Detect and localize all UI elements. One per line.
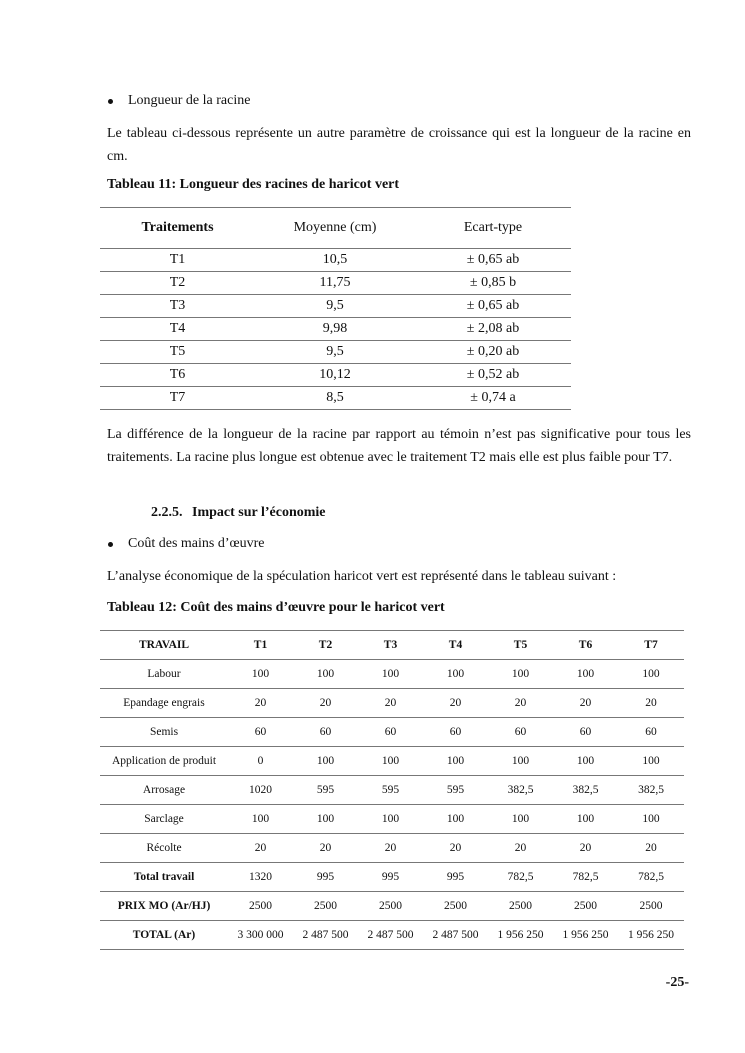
bullet-icon <box>108 542 113 547</box>
table-cell: 782,5 <box>618 863 684 892</box>
table-row <box>100 318 571 341</box>
table-cell: ± 0,85 b <box>415 272 571 295</box>
bullet-text: Longueur de la racine <box>128 93 251 108</box>
header-cell: Ecart-type <box>415 208 571 249</box>
table-row <box>100 295 571 318</box>
table-cell: 20 <box>618 834 684 863</box>
table-cell: T3 <box>100 295 255 318</box>
table-cell: 20 <box>293 834 358 863</box>
table-cell: 60 <box>488 718 553 747</box>
table-cell: 9,5 <box>255 341 415 364</box>
table-cell: Labour <box>100 660 228 689</box>
table-cell: 2500 <box>618 892 684 921</box>
table-cell: Sarclage <box>100 805 228 834</box>
table-cell: 995 <box>423 863 488 892</box>
table-cell: 100 <box>228 660 293 689</box>
table-cell: ± 0,65 ab <box>415 295 571 318</box>
paragraph-economic: L’analyse économique de la spéculation haricot vert est représenté dans le tableau suivant : <box>107 569 617 584</box>
table-cell: 20 <box>488 834 553 863</box>
table-cell: 382,5 <box>553 776 618 805</box>
table-cell: ± 0,20 ab <box>415 341 571 364</box>
table-cell: 782,5 <box>488 863 553 892</box>
header-cell: T6 <box>553 631 618 660</box>
table-cell: 20 <box>228 834 293 863</box>
table-cell: 2500 <box>488 892 553 921</box>
table-row <box>100 921 684 950</box>
table-cell: 60 <box>553 718 618 747</box>
table-11-caption: Tableau 11: Longueur des racines de haricot vert <box>107 177 400 192</box>
table-cell: T2 <box>100 272 255 295</box>
table-cell: 60 <box>618 718 684 747</box>
table-row <box>100 249 571 272</box>
table-cell: 382,5 <box>488 776 553 805</box>
header-cell: Moyenne (cm) <box>255 208 415 249</box>
table-cell: 60 <box>228 718 293 747</box>
table-row <box>100 892 684 921</box>
table-header-row <box>100 208 571 249</box>
table-cell: 20 <box>358 689 423 718</box>
table-cell: T7 <box>100 387 255 410</box>
section-title: Impact sur l’économie <box>192 505 326 520</box>
table-cell: 2500 <box>228 892 293 921</box>
paragraph-intro: Le tableau ci-dessous représente un autre paramètre de croissance qui est la longueur de la racine en cm. <box>107 126 691 164</box>
table-cell: 100 <box>618 805 684 834</box>
header-cell: T3 <box>358 631 423 660</box>
table-cell: 1320 <box>228 863 293 892</box>
table-cell: 1 956 250 <box>488 921 553 950</box>
table-cell: 20 <box>618 689 684 718</box>
table-cell: 2 487 500 <box>358 921 423 950</box>
table-cell: Epandage engrais <box>100 689 228 718</box>
table-cell: 995 <box>358 863 423 892</box>
table-cell: ± 0,65 ab <box>415 249 571 272</box>
table-cell: 11,75 <box>255 272 415 295</box>
table-cell: 995 <box>293 863 358 892</box>
table-12 <box>100 630 684 950</box>
table-cell: 10,5 <box>255 249 415 272</box>
table-cell: 100 <box>553 805 618 834</box>
table-cell: 20 <box>358 834 423 863</box>
section-number: 2.2.5. <box>151 505 183 520</box>
table-header-row <box>100 631 684 660</box>
table-11 <box>100 207 571 410</box>
table-cell: 100 <box>553 660 618 689</box>
bullet-icon <box>108 99 113 104</box>
table-cell: 100 <box>293 660 358 689</box>
table-row <box>100 272 571 295</box>
table-cell: 1 956 250 <box>553 921 618 950</box>
table-cell: Arrosage <box>100 776 228 805</box>
table-cell: ± 2,08 ab <box>415 318 571 341</box>
table-cell: 100 <box>423 805 488 834</box>
table-cell: T4 <box>100 318 255 341</box>
table-row <box>100 834 684 863</box>
header-cell: TRAVAIL <box>100 631 228 660</box>
table-cell: 10,12 <box>255 364 415 387</box>
bullet-text: Coût des mains d’œuvre <box>128 536 265 551</box>
table-cell: 100 <box>423 747 488 776</box>
table-cell: 1020 <box>228 776 293 805</box>
table-cell: 100 <box>618 747 684 776</box>
table-cell: 100 <box>293 805 358 834</box>
table-cell: 9,98 <box>255 318 415 341</box>
table-cell: 100 <box>358 805 423 834</box>
table-cell: 20 <box>293 689 358 718</box>
table-cell: ± 0,74 a <box>415 387 571 410</box>
table-cell: 3 300 000 <box>228 921 293 950</box>
table-cell: 9,5 <box>255 295 415 318</box>
table-cell: 20 <box>228 689 293 718</box>
table-cell: 20 <box>553 834 618 863</box>
table-cell: 60 <box>423 718 488 747</box>
table-cell: 100 <box>488 805 553 834</box>
table-cell: 20 <box>553 689 618 718</box>
table-cell: 100 <box>618 660 684 689</box>
table-cell: 60 <box>358 718 423 747</box>
table-cell: PRIX MO (Ar/HJ) <box>100 892 228 921</box>
header-cell: T2 <box>293 631 358 660</box>
table-cell: 382,5 <box>618 776 684 805</box>
table-cell: 595 <box>423 776 488 805</box>
table-cell: 782,5 <box>553 863 618 892</box>
table-cell: Semis <box>100 718 228 747</box>
header-cell: T5 <box>488 631 553 660</box>
paragraph-root-analysis: La différence de la longueur de la racine par rapport au témoin n’est pas significative pour tous les traitements. La racine plus longue est obtenue avec le traitement T2 mais elle est plus faible pour T7. <box>107 427 691 465</box>
table-cell: TOTAL (Ar) <box>100 921 228 950</box>
table-cell: 20 <box>423 834 488 863</box>
table-cell: Application de produit <box>100 747 228 776</box>
table-row <box>100 747 684 776</box>
table-cell: 60 <box>293 718 358 747</box>
table-cell: 595 <box>358 776 423 805</box>
table-cell: 2 487 500 <box>293 921 358 950</box>
table-row <box>100 776 684 805</box>
table-cell: 0 <box>228 747 293 776</box>
table-cell: 20 <box>488 689 553 718</box>
table-cell: 2500 <box>553 892 618 921</box>
table-row <box>100 341 571 364</box>
table-cell: 2500 <box>358 892 423 921</box>
table-cell: 2 487 500 <box>423 921 488 950</box>
table-cell: 100 <box>228 805 293 834</box>
table-cell: 2500 <box>423 892 488 921</box>
table-cell: Total travail <box>100 863 228 892</box>
bullet-item-labor-cost <box>128 536 264 552</box>
bullet-item-root-length <box>128 93 250 109</box>
table-row <box>100 660 684 689</box>
table-cell: 100 <box>488 747 553 776</box>
table-cell: 1 956 250 <box>618 921 684 950</box>
table-cell: 595 <box>293 776 358 805</box>
table-cell: T1 <box>100 249 255 272</box>
table-cell: 2500 <box>293 892 358 921</box>
table-row <box>100 718 684 747</box>
table-12-caption: Tableau 12: Coût des mains d’œuvre pour le haricot vert <box>107 600 445 615</box>
section-heading <box>151 505 326 521</box>
header-cell: T1 <box>228 631 293 660</box>
table-row <box>100 689 684 718</box>
table-row <box>100 805 684 834</box>
table-cell: ± 0,52 ab <box>415 364 571 387</box>
table-cell: 100 <box>293 747 358 776</box>
table-cell: T6 <box>100 364 255 387</box>
table-cell: 20 <box>423 689 488 718</box>
table-cell: T5 <box>100 341 255 364</box>
table-cell: 100 <box>423 660 488 689</box>
page-number: -25- <box>665 975 689 990</box>
table-row <box>100 863 684 892</box>
table-cell: 100 <box>358 660 423 689</box>
table-cell: Récolte <box>100 834 228 863</box>
header-cell: Traitements <box>100 208 255 249</box>
header-cell: T7 <box>618 631 684 660</box>
table-cell: 8,5 <box>255 387 415 410</box>
table-cell: 100 <box>358 747 423 776</box>
header-cell: T4 <box>423 631 488 660</box>
table-cell: 100 <box>488 660 553 689</box>
table-row <box>100 387 571 410</box>
table-row <box>100 364 571 387</box>
table-cell: 100 <box>553 747 618 776</box>
